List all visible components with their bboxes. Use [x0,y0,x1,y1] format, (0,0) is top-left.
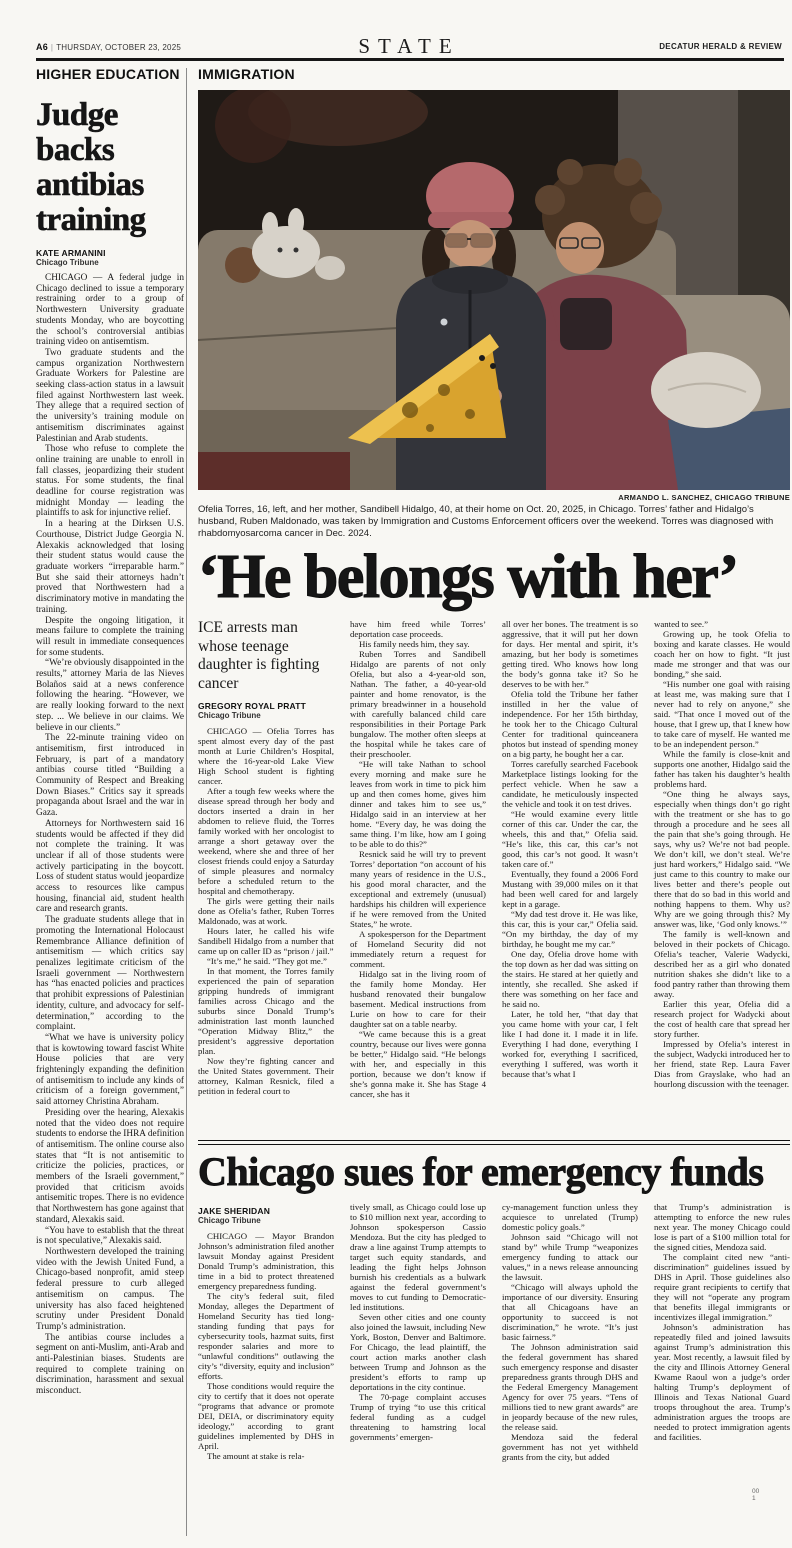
section-separator-rule [198,1140,790,1145]
byline-author: GREGORY ROYAL PRATT [198,701,307,712]
paragraph: “You have to establish that the threat is not speculative,” Alexakis said. [36,1225,184,1247]
paragraph: Johnson’s administration has repeatedly filed and joined lawsuits against Trump’s administration this year. Most recently, a lawsuit filed by the city and Illinois Attorney General Kwame Raoul won a judge’s order halting Trump’s deployment of Illinois and Texas National Guard troops throughout the area. Trump’s administration argues the troops are needed to protect immigration agents and facilities. [654,1322,790,1443]
paragraph: CHICAGO — Ofelia Torres has spent almost every day of the past month at Lurie Children’s Hospital, where the 16-year-old Lake View High School student is fighting cancer. [198,726,334,787]
paragraph: Those who refuse to complete the online training are unable to enroll in fall classes, jeopardizing their student status. For some students, the final deadline for course registration was midnight Monday — leading the plaintiffs to ask for injunctive relief. [36,444,184,519]
kicker-higher-education: HIGHER EDUCATION [36,66,180,82]
paragraph: cy-management function unless they acquiesce to unrelated (Trump) domestic policy goals.” [502,1202,638,1233]
article-column [350,1202,486,1520]
photo-illustration [198,90,790,490]
article-column-text [198,726,334,1096]
paragraph: Torres carefully searched Facebook Marketplace listings looking for the perfect vehicle. When he saw a candidate, he meticulously inspected the vehicle and took it on test drives. [502,759,638,810]
paragraph: “It’s me,” he said. “They got me.” [207,956,327,967]
paragraph: Hidalgo sat in the living room of the family home Monday. Her husband renovated their bungalow basement. Medical instructions from Lurie on how to care for their daughter sat on a table nearby. [350,969,486,1030]
paragraph: The city’s federal suit, filed Monday, alleges the Department of Homeland Security has tied long-standing funding that pays for cybersecurity tools, hazmat suits, first responder salaries and more to “unlawful conditions” outlawing the city’s “diversity, equity and inclusion” efforts. [198,1291,334,1382]
left-article [36,66,184,1471]
article-column [654,619,790,1131]
paragraph: Johnson said “Chicago will not stand by” while Trump “weaponizes emergency funding to attack our values,” in a news release announcing the lawsuit. [502,1232,638,1283]
paragraph: “His number one goal with raising at least me, was making sure that I never had to rely on anyone,” she said. “That once I moved out of the house, that I grew up, that I knew how to take care of myself. He wanted me to be an independent person.” [654,679,790,750]
byline-organization: Chicago Tribune [198,1216,261,1226]
article-column [350,619,486,1131]
article-column-text [502,619,638,1079]
paragraph: “He will take Nathan to school every morning and make sure he leaves from work in time to pick him up and then comes home, gives him dinner and takes him to see us,” Hidalgo said in an interview at her home. “Every day, he was doing the same thing. I’m like, how am I going to be able to do this?” [350,759,486,850]
paragraph: have him freed while Torres’ deportation case proceeds. [350,619,486,640]
article-column-text [350,619,486,1099]
kicker-immigration: IMMIGRATION [198,66,295,82]
paragraph: Impressed by Ofelia’s interest in the subject, Wadycki introduced her to her friend, state Rep. Laura Faver Dias from Grayslake, who had an hourlong discussion with the teenager. [654,1039,790,1090]
paragraph: CHICAGO — A federal judge in Chicago declined to issue a temporary restraining order to a group of Northwestern University graduate students Monday, who are boycotting the school’s controversial antibias training video on antisemtism. [36,273,184,348]
main-article-columns [198,619,790,1131]
article-column [198,619,334,1131]
article-column [502,619,638,1131]
paragraph: wanted to see.” [654,619,708,630]
article-column [502,1202,638,1520]
paragraph: After a tough few weeks where the disease spread through her body and doctors inserted a drain in her abdomen to relieve fluid, the Torres family worked with her oncologist to arrange a short getaway over the weekend, where she and three of her closest friends could enjoy a Saturday of simple pleasures and normalcy before a scheduled return to the hospital and chemotherapy. [198,786,334,897]
paragraph: A spokesperson for the Department of Homeland Security did not immediately return a request for comment. [350,929,486,970]
paragraph: In a hearing at the Dirksen U.S. Courthouse, District Judge Georgia N. Alexakis acknowledged that losing their student status would cause the graduate workers “irreparable harm.” But she said their attorneys hadn’t proved that Northwestern had a discriminatory motive in mandating the training. [36,519,184,615]
paragraph: Now they’re fighting cancer and the United States government. Their attorney, Kalman Resnick, filed a petition in federal court to [198,1056,334,1097]
photo-credit: ARMANDO L. SANCHEZ, CHICAGO TRIBUNE [618,493,790,502]
left-article-byline [36,248,184,267]
news-photo [198,90,790,490]
article-column-text [654,619,790,1089]
article-column [654,1202,790,1520]
plush-eye [479,355,485,361]
folio-separator: | [50,43,54,52]
paragraph: tively small, as Chicago could lose up to $10 million next year, according to Johnson spokesperson Cassio Mendoza. But the city has pledged to draw a line against Trump attempts to target such equity standards, and leading the fight helps Johnson burnish his credentials as a bulwark against the federal government’s moves to cut funding to Democratic-led institutions. [350,1202,486,1313]
daughter-glasses [446,234,467,247]
paragraph: Ofelia told the Tribune her father instilled in her the value of independence. For her 15th birthday, he took her to the Chicago Cultural Center for traditional quinceanera photos but instead of spending money on a big party, he bought her a car. [502,689,638,760]
blanket [198,452,350,490]
article-column-text [350,1202,486,1442]
paragraph: Seven other cities and one county also joined the lawsuit, including New York, Boston, Denver and Baltimore. For Chicago, the lead plaintiff, the court action marks another clash between Trump and Johnson as the president’s efforts to ramp up deportations in the city continue. [350,1312,486,1393]
page-marker: 00 1 [752,1488,760,1502]
paragraph: Presiding over the hearing, Alexakis noted that the video does not require students to endorse the IHRA definition of antisemitism. The online course also states that “It is not antisemitic to criticize the policies, practices, or members of the Israeli government,” provided that criticism avoids antisemitic tropes. There is no evidence that Northwestern has gone against that standard, Alexakis said. [36,1107,184,1225]
paragraph: “My dad test drove it. He was like, this car, this is your car,” Ofelia said. “On my birthday, the day of my birthday, he bought me my car.” [502,909,638,950]
article-column-text [502,1202,638,1462]
paragraph: Two graduate students and the campus organization Northwestern Graduate Workers for Palestine are seeking class-action status in a lawsuit filed against Northwestern last week. They allege that a required section of the university’s training module on antisemitism discriminates against Palestinian and Arab students. [36,347,184,444]
paragraph: Later, he told her, “that day that you came home with your car, I felt like I had done it. I made it in life. Everything I had done, everything I worked for, everything I sacrificed, everything I suffered, was worth it because that’s what I [502,1009,638,1080]
paragraph: “What we have is university policy that is kowtowing toward fascist White House policies that are very frighteningly expanding the definition of antisemitism to include any kinds of criticism of a foreign government,” said attorney Christina Abraham. [36,1032,184,1108]
masthead [36,34,782,58]
page-number: A6 [36,42,48,52]
byline-author: KATE ARMANINI [36,248,106,258]
paragraph: “We’re obviously disappointed in the results,” attorney Maria de las Nieves Bolaños said at a news conference following the hearing. “However, we are really looking forward to the next step. ... We believe in our claims. We believe in our clients.” [36,658,184,733]
paragraph: “Chicago will always uphold the importance of our diversity. Ensuring that all Chicagoans have an opportunity to succeed is not discrimination,” he wrote. “It’s just basic fairness.” [502,1282,638,1343]
paragraph: Mendoza said the federal government has not yet withheld grants from the city, but added [502,1432,638,1463]
paragraph: all over her bones. The treatment is so aggressive, that it will put her down for days. Her mental and spirit, it’s amazing, but her body is sometimes getting tired. Who knows how long the body’s gonna take it? So he deserves to be with her.” [502,619,638,690]
paragraph: Hours later, he called his wife Sandibell Hidalgo from a number that came up on caller ID as “prison / jail.” [198,926,334,957]
date: THURSDAY, OCTOBER 23, 2025 [56,43,181,52]
article-column-text [198,1231,334,1461]
paragraph: Attorneys for Northwestern said 16 students would be affected if they did not complete the training. It was unclear if all of those students were actively participating in the boycott. Loss of student status would jeopardize access to resources like campus housing, financial aid, student health care and research grants. [36,818,184,915]
paragraph: Northwestern developed the training video with the Jewish United Fund, a Chicago-based nonprofit, amid steep federal pressure to curb alleged antisemitism on campus. The university has also faced heightened scrutiny under President Donald Trump’s administration. [36,1246,184,1332]
bottom-article-headline: Chicago sues for emergency funds [198,1149,764,1195]
article-column [198,1202,334,1520]
byline-organization: Chicago Tribune [198,711,261,721]
paragraph: The antibias course includes a segment on anti-Muslim, anti-Arab and anti-Palestinian biases. Students are required to complete training on discrimination, harassment and sexual misconduct. [36,1332,184,1397]
main-section [198,66,790,1520]
article-column-text [654,1202,790,1442]
photo-caption: Ofelia Torres, 16, left, and her mother, Sandibell Hidalgo, 40, at their home on Oct. 20, 2025, in Chicago. Torres’ father and Hidalgo’s husband, Ruben Maldonado, was taken by Immigration and Customs Enforcement officers over the weekend. Torres was diagnosed with rhabdomyosarcoma cancer in Dec. 2024. [198,504,774,539]
paragraph: In that moment, the Torres family experienced the pain of separation gripping hundreds of immigrant families across Chicago and the suburbs since Donald Trump’s administration last month launched “Operation Midway Blitz,” the president’s aggressive deportation plan. [198,966,334,1057]
paragraph: The family is well-known and beloved in their pockets of Chicago. Ofelia’s teacher, Valerie Wadycki, described her as a girl who donated nutrition shakes she didn’t like to a food pantry rather than throwing them away. [654,929,790,1000]
bottom-article-byline [198,1206,334,1225]
paragraph: “He would examine every little corner of this car. Under the car, the wheels, this and that,” Ofelia said. “He’s like, this car, this car’s not good, this car’s not good. It wasn’t taken care of.” [502,809,638,870]
paragraph: The graduate students allege that in promoting the International Holocaust Remembrance Alliance definition of antisemitism — which critics say penalizes legitimate criticism of the Israeli government — Northwestern has “has enacted policies and practices that prohibit expressions of Palestinian identity, culture, and advocacy for self-determination,” according to the complaint. [36,915,184,1033]
byline-organization: Chicago Tribune [36,258,99,267]
section-title: STATE [358,34,460,58]
paragraph: While the family is close-knit and supports one another, Hidalgo said the father has taken his daughter’s health problems hard. [654,749,790,790]
white-pillow [651,352,761,428]
paragraph: Resnick said he will try to prevent Torres’ deportation “on account of his many years of residence in the U.S., his good moral character, and the exceptional and extremely (unusual) hardships his children will experience if he were removed from the United States,” he wrote. [350,849,486,930]
paragraph: “One thing he always says, especially when things don’t go right with the treatment or she has to go through a procedure and he sees all the pain that she’s going through. He says, why us? We’re not bad people. We don’t kill, we don’t steal. We’re just hard workers,” Hidalgo said. “We just came to this country to make our lives better and there’s people out there that do so bad in this world and nothing happens to them. Why us? Why are we going through this? My answer was, like, ‘God only knows.’” [654,789,790,930]
main-article-deck: ICE arrests man whose teenage daughter is fighting cancer [198,619,320,692]
paragraph: The amount at stake is rela- [207,1451,305,1462]
byline-author: JAKE SHERIDAN [198,1206,271,1217]
paragraph: The 22-minute training video on antisemitism, first introduced in February, is part of a mandatory antibias course titled “Building a Community of Respect and Breaking Down Biases.” Critics say it spreads propaganda about Israel and the war in Gaza. [36,733,184,819]
paragraph: Those conditions would require the city to certify that it does not operate “programs that advance or promote DEI, DEIA, or discriminatory equity ideology,” according to grant guidelines implemented by DHS in April. [198,1381,334,1452]
paragraph: Earlier this year, Ofelia did a research project for Wadycki about the cost of health care that spread her story further. [654,999,790,1040]
column-divider-rule [186,68,187,1536]
paragraph: “We came because this is a great country, because our lives were gonna be better,” Hidalgo said. “He belongs with her, and especially in this portion, because we don’t know if she’s gonna make it. She has Stage 4 cancer, she has it [350,1029,486,1100]
publication-name: DECATUR HERALD & REVIEW [659,42,782,51]
paragraph: The complaint cited new “anti-discrimination” guidelines issued by DHS in April. Those guidelines also require grant recipients to certify that they will not “operate any program that benefits illegal immigrants or incentivizes illegal immigration.” [654,1252,790,1323]
stuffed-animal [252,226,320,278]
paragraph: His family needs him, they say. [359,639,470,650]
main-article-byline [198,701,334,720]
main-headline: ‘He belongs with her’ [198,543,738,612]
left-article-headline: Judge backs antibias training [36,97,146,238]
paragraph: CHICAGO — Mayor Brandon Johnson’s administration filed another lawsuit Monday against President Donald Trump’s administration, this time in a bid to protect threatened emergency preparedness funding. [198,1231,334,1292]
paragraph: that Trump’s administration is attempting to enforce the new rules next year. The money Chicago could lose is part of a $100 million total for the signed cities, Mendoza said. [654,1202,790,1253]
paragraph: Eventually, they found a 2006 Ford Mustang with 39,000 miles on it that had been well cared for and largely kept in a garage. [502,869,638,910]
paragraph: Growing up, he took Ofelia to boxing and karate classes. He would coach her on how to fight. “It just made me stronger and that was our bonding,” she said. [654,629,790,680]
paragraph: Ruben Torres and Sandibell Hidalgo are parents of not only Ofelia, but also a 4-year-old son, Nathan. The father, a 40-year-old painter and home renovator, is the primary breadwinner in a household with carefully balanced child care responsibilities in their Portage Park bungalow. The mother often sleeps at the hospital while he takes care of their preschooler. [350,649,486,760]
paragraph: The girls were getting their nails done as Ofelia’s father, Ruben Torres Maldonado, was at work. [198,896,334,927]
bottom-article-columns [198,1202,790,1520]
paragraph: One day, Ofelia drove home with the top down as her dad was sitting on the stairs. He stared at her quietly and intently, she recalled. She asked if there was something on her face and he said no. [502,949,638,1010]
jacket-logo [441,319,448,326]
left-article-body [36,273,184,1471]
paragraph: Despite the ongoing litigation, it means failure to complete the training will result in immediate consequences for some students. [36,615,184,658]
paragraph: The 70-page complaint accuses Trump of trying “to use this critical federal funding as a cudgel threatening to hamstring local governments’ emergen- [350,1392,486,1443]
masthead-rule [36,58,784,61]
paragraph: The Johnson administration said the federal government has shared such emergency response and disaster preparedness grants through DHS and the Federal Emergency Management Agency for over 75 years. “Tens of millions tied to new grant awards” are in jeopardy because of the new rules, the release said. [502,1342,638,1433]
